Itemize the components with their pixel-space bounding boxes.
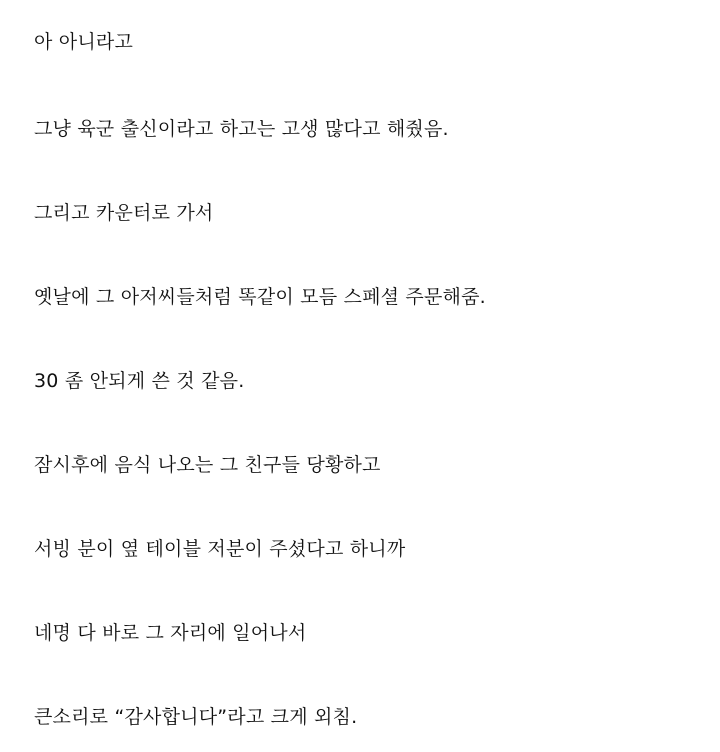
paragraph-line: 그리고 카운터로 가서	[34, 202, 214, 224]
paragraph-line: 그냥 육군 출신이라고 하고는 고생 많다고 해줬음.	[34, 118, 449, 140]
paragraph-line: 30 좀 안되게 쓴 것 같음.	[34, 370, 245, 392]
paragraph-line: 네명 다 바로 그 자리에 일어나서	[34, 622, 307, 644]
paragraph-line: 옛날에 그 아저씨들처럼 똑같이 모듬 스페셜 주문해줌.	[34, 286, 486, 308]
paragraph-line: 큰소리로 “감사합니다”라고 크게 외침.	[34, 706, 358, 728]
paragraph-line: 서빙 분이 옆 테이블 저분이 주셨다고 하니까	[34, 538, 406, 560]
paragraph-line: 아 아니라고	[34, 31, 134, 53]
paragraph-line: 잠시후에 음식 나오는 그 친구들 당황하고	[34, 454, 381, 476]
